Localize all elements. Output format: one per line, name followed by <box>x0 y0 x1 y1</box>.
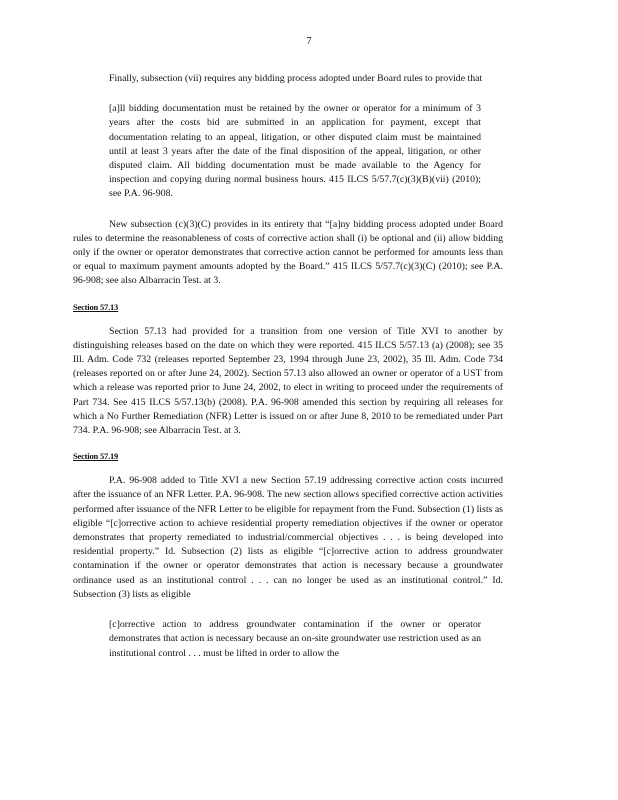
paragraph-new-subsection: New subsection (c)(3)(C) provides in its entirety that “[a]ny bidding process adopted under Board rules to determine the reasonableness of costs of corrective action shall (i) be optional and (ii) allow bidding only if the owner or operator demonstrates that corrective action cannot be performed for amounts less than or equal to maximum payment amounts adopted by the Board.” 415 ILCS 5/57.7(c)(3)(C) (2010); see P.A. 96-908; see also Albarracin Test. at 3. <box>73 218 503 287</box>
paragraph-section-57-13: Section 57.13 had provided for a transition from one version of Title XVI to another by distinguishing releases based on the date on which they were reported. 415 ILCS 5/57.13 (a) (2008); see 35 Ill. Adm. Code 732 (releases reported September 23, 1994 through June 23, 2002), 35 Ill. Adm. Code 734 (releases reported on or after June 24, 2002). Section 57.13 also allowed an owner or operator of a UST from which a release was reported prior to June 24, 2002, to elect in writing to proceed under the requirements of Part 734. See 415 ILCS 5/57.13(b) (2008). P.A. 96-908 amended this section by requiring all releases for which a No Further Remediation (NFR) Letter is issued on or after June 8, 2010 to be remediated under Part 734. P.A. 96-908; see Albarracin Test. at 3. <box>73 325 503 437</box>
document-body <box>73 72 503 661</box>
block-quote-bidding-documentation: [a]ll bidding documentation must be retained by the owner or operator for a minimum of 3 years after the costs bid are submitted in an application for payment, except that documentation relating to an appeal, litigation, or other disputed claim must be maintained until at least 3 years after the date of the final disposition of the appeal, litigation, or other disputed claim. All bidding documentation must be made available to the Agency for inspection and copying during normal business hours. 415 ILCS 5/57.7(c)(3)(B)(vii) (2010); see P.A. 96-908. <box>109 103 481 200</box>
heading-section-57-19: Section 57.19 <box>73 451 119 462</box>
heading-section-57-13: Section 57.13 <box>73 301 119 312</box>
paragraph-finally: Finally, subsection (vii) requires any bidding process adopted under Board rules to provide that <box>109 73 483 84</box>
block-quote-groundwater: [c]orrective action to address groundwater contamination if the owner or operator demonstrates that action is necessary because an on-site groundwater use restriction used as an institutional control . . . must be lifted in order to allow the <box>109 619 481 659</box>
page-number: 7 <box>306 36 312 47</box>
paragraph-section-57-19: P.A. 96-908 added to Title XVI a new Section 57.19 addressing corrective action costs incurred after the issuance of an NFR Letter. P.A. 96-908. The new section allows specified corrective action activities performed after issuance of the NFR Letter to be eligible for repayment from the Fund. Subsection (1) lists as eligible “[c]orrective action to achieve residential property remediation objectives if the owner or operator demonstrates that property remediated to industrial/commercial objectives . . . is being developed into residential property.” Id. Subsection (2) lists as eligible “[c]orrective action to address groundwater contamination if the owner or operator demonstrates that action is necessary because a groundwater ordinance used as an institutional control . . . can no longer be used as an institutional control.” Id. Subsection (3) lists as eligible <box>73 475 503 600</box>
